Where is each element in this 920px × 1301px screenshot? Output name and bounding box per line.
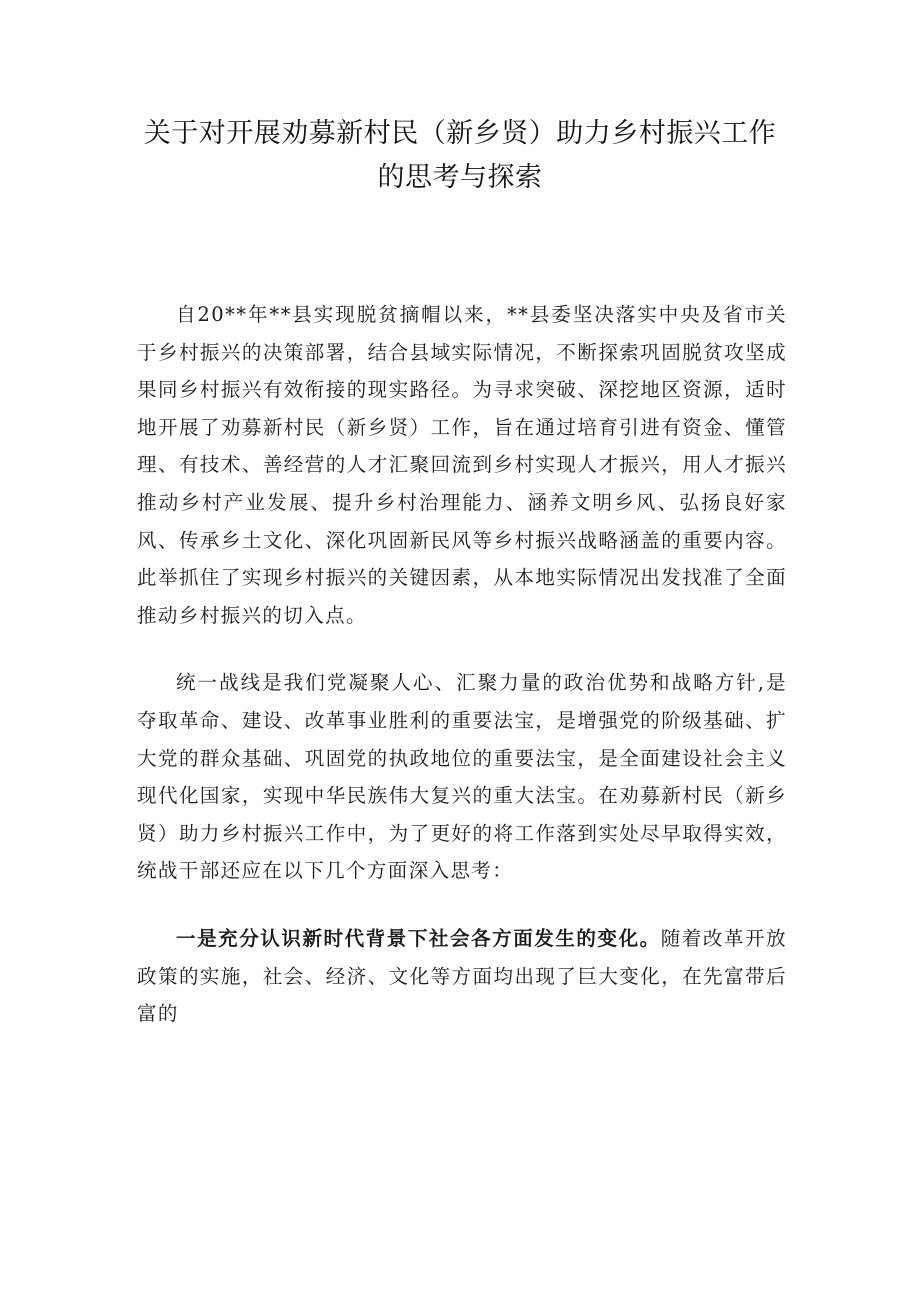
paragraph-3 [137, 920, 787, 1033]
paragraph-3-lead: 一是充分认识新时代背景下社会各方面发生的变化。 [176, 926, 661, 950]
paragraph-2: 统一战线是我们党凝聚人心、汇聚力量的政治优势和战略方针,是夺取革命、建设、改革事业胜利的重要法宝，是增强党的阶级基础、扩大党的群众基础、巩固党的执政地位的重要法宝，是全面建设社会主义现代化国家，实现中华民族伟大复兴的重大法宝。在劝募新村民（新乡贤）助力乡村振兴工作中，为了更好的将工作落到实处尽早取得实效，统战干部还应在以下几个方面深入思考： [137, 671, 787, 883]
title-line-2: 的思考与探索 [377, 162, 543, 193]
document-body [137, 296, 787, 1063]
paragraph-1: 自20**年**县实现脱贫摘帽以来，**县委坚决落实中央及省市关于乡村振兴的决策部署，结合县域实际情况，不断探索巩固脱贫攻坚成果同乡村振兴有效衔接的现实路径。为寻求突破、深挖地区资源，适时地开展了劝募新村民（新乡贤）工作，旨在通过培育引进有资金、懂管理、有技术、善经营的人才汇聚回流到乡村实现人才振兴，用人才振兴推动乡村产业发展、提升乡村治理能力、涵养文明乡风、弘扬良好家风、传承乡土文化、深化巩固新民风等乡村振兴战略涵盖的重要内容。此举抓住了实现乡村振兴的关键因素，从本地实际情况出发找准了全面推动乡村振兴的切入点。 [137, 303, 787, 627]
title-line-1: 关于对开展劝募新村民（新乡贤）助力乡村振兴工作 [143, 118, 777, 149]
document-title [100, 112, 820, 200]
paragraph-3-text: 随着改革开放政策的实施，社会、经济、文化等方面均出现了巨大变化，在先富带后富的 [137, 926, 787, 1026]
